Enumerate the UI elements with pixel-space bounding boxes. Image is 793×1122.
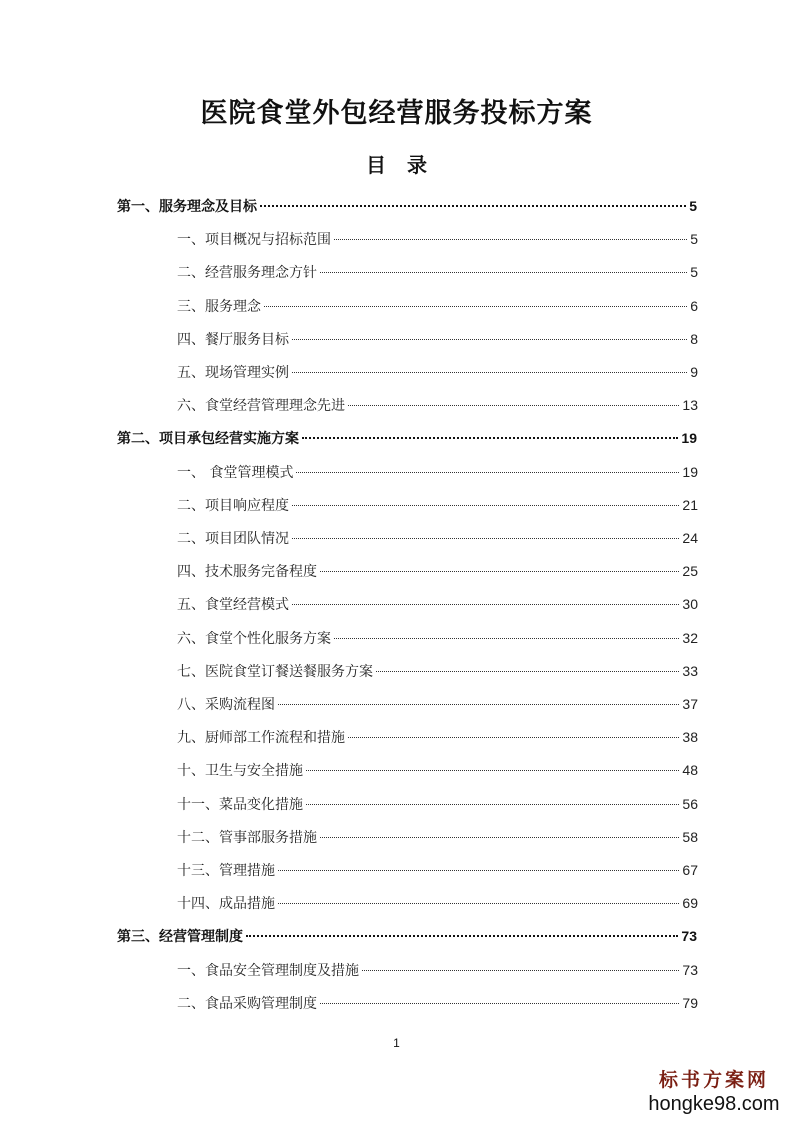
toc-entry-page: 25 (682, 563, 698, 580)
toc-entry-label: 七、医院食堂订餐送餐服务方案 (177, 663, 373, 680)
site-watermark (644, 1068, 784, 1118)
toc-dot-leader (320, 837, 679, 838)
toc-entry-page: 38 (682, 729, 698, 746)
toc-entry-page: 21 (682, 496, 698, 513)
toc-dot-leader (320, 1003, 679, 1004)
toc-entry-label: 六、食堂个性化服务方案 (177, 630, 331, 647)
toc-entry-label: 十三、管理措施 (177, 863, 275, 879)
toc-entry-page: 13 (682, 397, 698, 414)
watermark-url: hongke98.com (648, 1093, 780, 1115)
toc-dot-leader (320, 571, 679, 572)
toc-dot-leader (246, 935, 678, 937)
toc-section-entry (177, 395, 698, 415)
toc-section-entry (177, 694, 698, 714)
toc-entry-page: 69 (682, 895, 698, 912)
toc-entry-page: 8 (690, 330, 698, 347)
toc-section-entry (177, 794, 698, 814)
toc-dot-leader (334, 638, 679, 639)
toc-entry-label: 第二、项目承包经营实施方案 (117, 431, 299, 448)
toc-entry-label: 二、项目团队情况 (177, 531, 289, 547)
toc-entry-page: 19 (682, 463, 698, 480)
toc-chapter-entry (117, 926, 697, 946)
toc-dot-leader (264, 306, 687, 307)
toc-section-entry (177, 827, 698, 847)
toc-entry-label: 二、经营服务理念方针 (177, 265, 317, 282)
toc-section-entry (177, 860, 698, 880)
toc-entry-label: 八、采购流程图 (177, 697, 275, 713)
toc-heading: 目 录 (366, 153, 427, 177)
toc-entry-label: 十二、管事部服务措施 (177, 829, 317, 846)
toc-entry-page: 5 (689, 198, 697, 214)
toc-entry-page: 48 (682, 762, 698, 779)
toc-section-entry (177, 528, 698, 548)
toc-dot-leader (278, 903, 679, 904)
toc-entry-label: 九、厨师部工作流程和措施 (177, 730, 345, 747)
toc-dot-leader (260, 205, 686, 207)
toc-section-entry (177, 229, 698, 249)
toc-dot-leader (292, 339, 687, 340)
toc-section-entry (177, 462, 698, 482)
toc-chapter-entry (117, 428, 697, 448)
toc-entry-page: 24 (682, 530, 698, 546)
toc-entry-label: 五、现场管理实例 (177, 365, 289, 381)
toc-section-entry (177, 893, 698, 913)
toc-chapter-entry (117, 196, 697, 216)
toc-entry-label: 五、食堂经营模式 (177, 597, 289, 614)
toc-section-entry (177, 628, 698, 648)
toc-entry-page: 73 (682, 961, 698, 978)
toc-dot-leader (320, 272, 687, 273)
document-title: 医院食堂外包经营服务投标方案 (200, 98, 593, 129)
toc-entry-page: 6 (690, 297, 698, 314)
toc-dot-leader (376, 671, 679, 672)
toc-entry-label: 一、食品安全管理制度及措施 (177, 962, 359, 979)
toc-dot-leader (292, 372, 687, 373)
toc-entry-label: 三、服务理念 (177, 298, 261, 315)
toc-entry-page: 79 (682, 994, 698, 1011)
toc-entry-page: 33 (682, 662, 698, 679)
toc-entry-label: 十四、成品措施 (177, 896, 275, 913)
toc-section-entry (177, 960, 698, 980)
toc-entry-page: 9 (690, 364, 698, 380)
toc-entry-label: 十一、菜品变化措施 (177, 796, 303, 813)
toc-entry-label: 二、食品采购管理制度 (177, 995, 317, 1012)
toc-entry-label: 四、餐厅服务目标 (177, 331, 289, 348)
toc-dot-leader (292, 505, 679, 506)
toc-entry-label: 四、技术服务完备程度 (177, 564, 317, 581)
toc-entry-page: 58 (682, 828, 698, 845)
toc-section-entry (177, 362, 698, 382)
toc-entry-page: 19 (681, 430, 697, 447)
toc-dot-leader (348, 405, 679, 406)
toc-dot-leader (334, 239, 687, 240)
toc-section-entry (177, 561, 698, 581)
toc-dot-leader (306, 770, 679, 771)
toc-section-entry (177, 329, 698, 349)
page-number: 1 (393, 1036, 400, 1050)
toc-section-entry (177, 262, 698, 282)
toc-section-entry (177, 495, 698, 515)
toc-dot-leader (278, 704, 679, 705)
toc-dot-leader (348, 737, 679, 738)
toc-dot-leader (302, 437, 678, 439)
toc-dot-leader (306, 804, 679, 805)
toc-entry-page: 56 (682, 795, 698, 812)
toc-dot-leader (292, 604, 679, 605)
toc-entry-page: 73 (681, 928, 697, 945)
toc-dot-leader (292, 538, 679, 539)
toc-entry-label: 一、 食堂管理模式 (177, 464, 294, 481)
toc-section-entry (177, 993, 698, 1013)
toc-entry-label: 第三、经营管理制度 (117, 929, 243, 946)
watermark-text: 标书方案网 (658, 1069, 769, 1091)
toc-entry-page: 32 (682, 629, 698, 646)
toc-dot-leader (278, 870, 679, 871)
toc-section-entry (177, 594, 698, 614)
toc-dot-leader (362, 970, 679, 971)
toc-entry-label: 一、项目概况与招标范围 (177, 232, 331, 249)
toc-section-entry (177, 661, 698, 681)
toc-entry-label: 第一、服务理念及目标 (117, 199, 257, 215)
toc-entry-page: 67 (682, 862, 698, 878)
toc-entry-label: 二、项目响应程度 (177, 497, 289, 514)
toc-entry-page: 5 (690, 231, 698, 248)
toc-section-entry (177, 296, 698, 316)
toc-section-entry (177, 760, 698, 780)
toc-section-entry (177, 727, 698, 747)
toc-dot-leader (296, 472, 679, 473)
toc-entry-label: 十、卫生与安全措施 (177, 763, 303, 780)
toc-entry-page: 37 (682, 696, 698, 712)
toc-entry-page: 30 (682, 596, 698, 613)
toc-entry-page: 5 (690, 264, 698, 281)
toc-entry-label: 六、食堂经营管理理念先进 (177, 398, 345, 415)
